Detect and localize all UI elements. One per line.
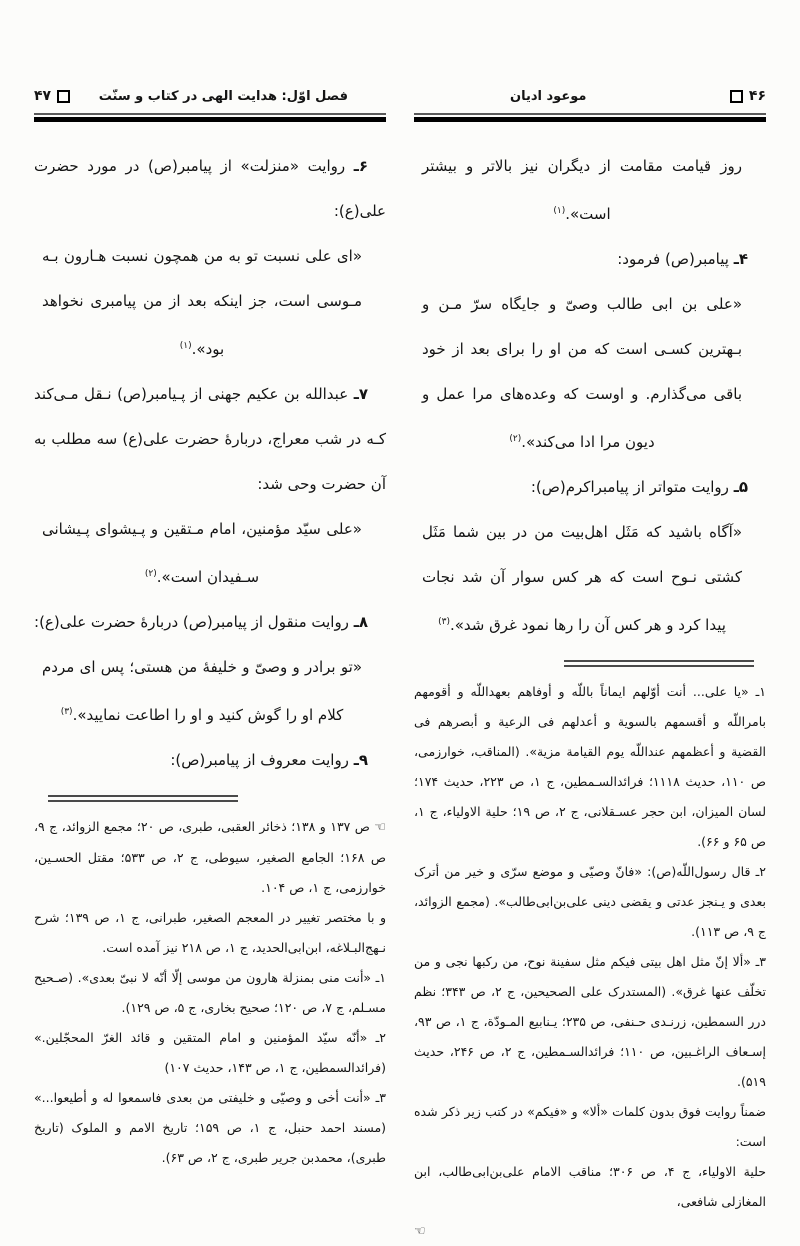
- footnote-ref: (۳): [60, 707, 73, 717]
- footnote-item: ۳ـ «ألا إنّ مثل اهل بیتی فیکم مثل سفینة نوح، من رکبها نجی و من تخلّف عنها غرق». (المستدرک علی الصحیحین، ج ۲، ص ۳۴۳؛ نظم درر السمطین، زرنـدی حـنفی، ص ۲۳۵؛ یـنابیع المـودّة، ج ۱، ص ۹۳، إسـعاف الراغـبین، ص ۱۱۰؛ فرائدالسـمطین، ج ۲، ص ۲۴۶، حدیث ۵۱۹).: [414, 954, 766, 1089]
- footnote-item: ☜ ص ۱۳۷ و ۱۳۸؛ ذخائر العقبی، طبری، ص ۲۰؛ مجمع الزوائد، ج ۹، ص ۱۶۸؛ الجامع الصغیر، سیوطی، ج ۲، ص ۵۳۳؛ مقتل الحسـین، خوارزمی، ج ۱، ص ۱۰۴.: [34, 819, 386, 895]
- item-number: ۹ـ: [353, 751, 368, 769]
- page-number-square-icon: [730, 90, 743, 103]
- footnote-item: ۲ـ قال رسول‌اللّه(ص): «فانّ وصیّی و موضع سرّی و خیر من أترک بعدی و یـنجز عدتی و یقضی دینی علی‌بن‌ابی‌طالب». (مجمع الزوائد، ج ۹، ص ۱۱۳).: [414, 864, 766, 939]
- page-header: [34, 86, 386, 106]
- hand-icon: ☜: [374, 820, 386, 835]
- footnotes: [34, 812, 386, 1173]
- header-rule: [34, 113, 386, 122]
- footnote-item: ضمناً روایت فوق بدون کلمات «ألا» و «فیکم» در کتب زیر ذکر شده است:: [414, 1104, 766, 1149]
- page-number: [34, 88, 70, 104]
- page-number-value: ۴۶: [748, 88, 766, 104]
- footnote-item: ۲ـ «أنّه سیّد المؤمنین و امام المتقین و قائد الغرّ المحجّلین.» (فرائدالسمطین، ج ۱، ص ۱۴۳، حدیث ۱۰۷): [34, 1030, 386, 1075]
- item-number: ۶ـ: [353, 157, 368, 175]
- quote-paragraph: «آگاه باشید که مَثَل اهل‌بیت من در بین شما مَثَل کشتی نـوح است که هر کس سوار آن شد نجات پیدا کرد و هر کس آن را رها نمود غرق شد».$^{(۳)}$: [422, 523, 742, 634]
- item-number: ۵ـ: [733, 478, 748, 496]
- footnote-ref: (۱): [179, 341, 192, 351]
- hand-icon: ☜: [414, 1224, 426, 1239]
- footnote-item: [414, 1217, 766, 1246]
- footnote-separator: [564, 660, 754, 667]
- heading-paragraph: ۹ـ روایت معروف از پیامبر(ص):: [170, 751, 368, 769]
- footnote-item: حلیة الاولیاء، ج ۴، ص ۳۰۶؛ مناقب الامام علی‌بن‌ابی‌طالب، ابن المغازلی شافعی،: [414, 1164, 766, 1209]
- footnote-ref: (۱): [553, 206, 566, 216]
- running-title: موعود ادیان: [510, 88, 587, 104]
- page-number: [730, 88, 766, 104]
- footnote-ref: (۳): [438, 617, 450, 627]
- item-number: ۷ـ: [353, 385, 368, 403]
- heading-paragraph: ۶ـ روایت «منزلت» از پیامبر(ص) در مورد حضرت علی(ع):: [34, 157, 386, 220]
- item-number: ۴ـ: [733, 250, 748, 268]
- quote-paragraph: روز قیامت مقامت از دیگران نیز بالاتر و بیشتر است».$^{(۱)}$: [422, 157, 742, 223]
- page-right: [414, 86, 766, 1246]
- footnote-separator: [48, 795, 238, 802]
- page-left: [34, 86, 386, 1173]
- footnote-ref: (۲): [144, 569, 157, 579]
- heading-paragraph: ۷ـ عبدالله بن عکیم جهنی از پـیامبر(ص) نـقل مـی‌کند کـه در شب معراج، دربارۀ حضرت علی(ع) سه مطلب به آن حضرت وحی شد:: [34, 385, 386, 493]
- page-number-value: ۴۷: [34, 88, 52, 104]
- page-header: [414, 86, 766, 106]
- page-number-square-icon: [57, 90, 70, 103]
- footnote-ref: (۲): [509, 434, 522, 444]
- footnote-item: ۱ـ «یا علی... أنت أوّلهم ایماناً باللّه و أوفاهم بعهداللّه و أقومهم بامراللّه و أقسمهم بالسویة و أعدلهم فی الرعیة و أبصرهم فی القضیة و أعظمهم عنداللّه یوم القیامة مزیة». (المناقب، خوارزمی، ص ۱۱۰، حدیث ۱۱۱۸؛ فرائدالسـمطین، ج ۱، ص ۲۲۳، حدیث ۱۷۴؛ لسان المیزان، ابن حجر عسـقلانی، ج ۲، ص ۱۹؛ حلیة الاولیاء، ج ۱، ص ۶۵ و ۶۶).: [414, 684, 767, 849]
- header-rule: [414, 113, 766, 122]
- main-text: [34, 144, 386, 783]
- footnotes: [414, 677, 766, 1246]
- main-text: [414, 144, 766, 648]
- quote-paragraph: «تو برادر و وصیّ و خلیفۀ من هستی؛ پس ای مردم کلام او را گوش کنید و او را اطاعت نمایید».$^{(۳)}$: [42, 658, 362, 724]
- footnote-item: و با مختصر تغییر در المعجم الصغیر، طبرانی، ج ۱، ص ۱۳۹؛ شرح نـهج‌البـلاغه، ابن‌ابی‌الحدید، ج ۱، ص ۲۱۸ نیز آمده است.: [34, 910, 386, 955]
- footnote-item: ۳ـ «أنت أخی و وصیّی و خلیفتی من بعدی فاسمعوا له و أطیعوا...» (مسند احمد حنبل، ج ۱، ص ۱۵۹؛ تاریخ الامم و الملوک (تاریخ طبری)، محمدبن جریر طبری، ج ۲، ص ۶۳).: [34, 1090, 387, 1165]
- footnote-item: ۱ـ «أنت منی بمنزلة هارون من موسی إلّا أنّه لا نبیّ بعدی». (صـحیح مسـلم، ج ۷، ص ۱۲۰؛ صحیح بخاری، ج ۵، ص ۱۲۹).: [34, 970, 386, 1015]
- heading-paragraph: ۴ـ پیامبر(ص) فرمود:: [617, 250, 748, 268]
- heading-paragraph: ۸ـ روایت منقول از پیامبر(ص) دربارۀ حضرت علی(ع):: [34, 613, 368, 631]
- quote-paragraph: «علی سیّد مؤمنین، امام مـتقین و پـیشوای پـیشانی سـفیدان است».$^{(۲)}$: [42, 520, 362, 586]
- quote-paragraph: «ای علی نسبت تو به من همچون نسبت هـارون بـه مـوسی است، جز اینکه بعد از من پیامبری نخواهد بود».$^{(۱)}$: [42, 247, 362, 358]
- running-title: فصل اوّل: هدایت الهی در کتاب و سنّت: [98, 88, 348, 104]
- heading-paragraph: ۵ـ روایت متواتر از پیامبراکرم(ص):: [530, 478, 748, 496]
- item-number: ۸ـ: [353, 613, 368, 631]
- quote-paragraph: «علی بن ابی طالب وصیّ و جایگاه سرّ مـن و بـهترین کسـی است که من او را برای بعد از خود باقی می‌گذارم. و اوست که وعده‌های مرا عمل و دیون مرا ادا می‌کند».$^{(۲)}$: [422, 295, 742, 451]
